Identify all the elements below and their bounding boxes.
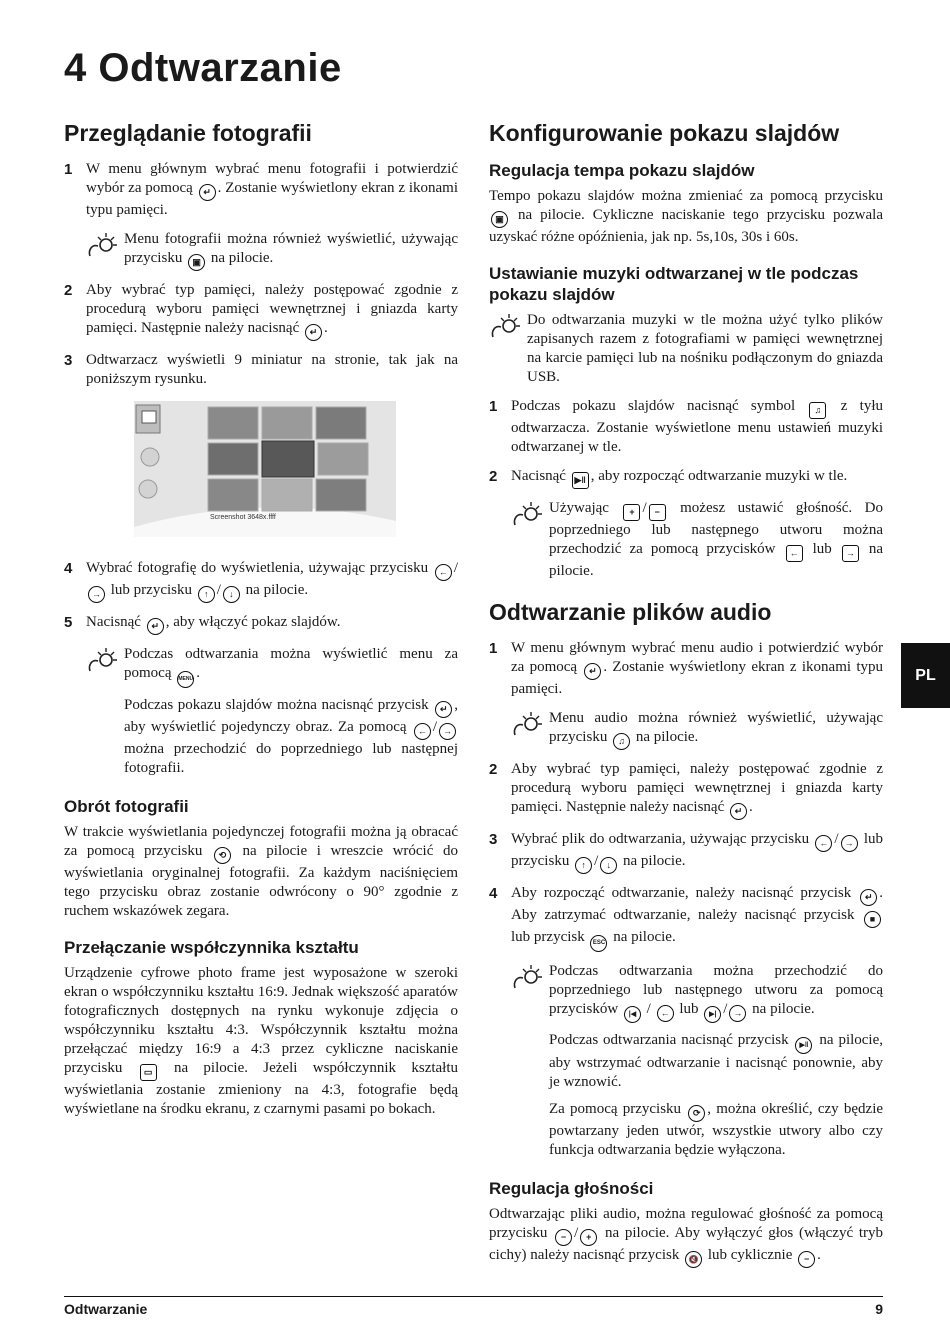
enter-icon: ↵ <box>435 701 452 718</box>
down-arrow-icon: ↓ <box>223 586 240 603</box>
tip-audio-playback: Podczas odtwarzania można przechodzić do poprzedniego lub następnego utworu za pomocą przycisków |◀ / ← lub ▶| / → na pilocie. Podczas odtwarzania nacisnąć przycisk ▶‖ na pilocie, aby wstrzymać odtwarzanie i nacisnąć ponownie, aby je wznowić. Za pomocą przycisku ⟳ , można określić, czy będzie powtarzany jeden utwór, wszystkie utwory albo czy funkcja odtwarzania będzie wyłączona. <box>511 962 883 1168</box>
tip-photo-menu <box>86 230 458 271</box>
step-number: 2 <box>489 468 498 485</box>
tip-text: na pilocie. <box>210 250 274 266</box>
rotate-icon: ⟲ <box>214 847 231 864</box>
tip-text: Za pomocą przycisku <box>549 1101 682 1117</box>
enter-icon: ↵ <box>730 803 747 820</box>
step-number: 3 <box>64 352 73 369</box>
tip-bulb-icon <box>86 645 124 786</box>
up-arrow-icon: ↑ <box>198 586 215 603</box>
step-text: W menu głównym wybrać menu fotografii i potwierdzić wybór za pomocą <box>86 161 458 196</box>
tip-bulb-icon <box>511 709 549 750</box>
step-text: lub przycisku <box>110 582 192 598</box>
tip-bulb-icon <box>489 311 527 387</box>
step-text: Nacisnąć <box>511 468 566 484</box>
figure-caption: Screenshot 3648x.ffff <box>210 514 276 521</box>
step-text: , aby włączyć pokaz slajdów. <box>165 614 341 630</box>
tip-text: Podczas pokazu slajdów można nacisnąć przycisk <box>124 697 429 713</box>
step-text: z tyłu odtwarzacza. Zostanie wyświetlone menu ustawień muzyki odtwarzanej w tle. <box>511 398 883 455</box>
paragraph-text: na pilocie. Aby wyłączyć głos (włączyć tryb cichy) należy nacisnąć przycisk <box>489 1225 884 1263</box>
triangle-right-icon: → <box>842 545 859 562</box>
paragraph-text: Odtwarzając pliki audio, można regulować głośność za pomocą przycisku <box>489 1206 883 1241</box>
left-arrow-icon: ← <box>815 835 832 852</box>
step-3 <box>64 351 458 389</box>
section-heading-rotate: Obrót fotografii <box>64 797 189 816</box>
step-5 <box>64 613 458 635</box>
step-number: 5 <box>64 614 73 631</box>
tip-bulb-icon <box>511 499 549 581</box>
section-heading-tempo: Regulacja tempa pokazu slajdów <box>489 161 755 180</box>
previous-track-icon: |◀ <box>624 1006 641 1023</box>
step-text: na pilocie. <box>245 582 309 598</box>
enter-icon: ↵ <box>199 184 216 201</box>
section-heading-volume: Regulacja głośności <box>489 1179 654 1198</box>
right-arrow-icon: → <box>439 723 456 740</box>
step-text: . <box>748 799 753 815</box>
up-arrow-icon: ↑ <box>575 857 592 874</box>
step-text: Podczas pokazu slajdów nacisnąć symbol <box>511 398 796 414</box>
footer-section-title: Odtwarzanie <box>64 1301 148 1317</box>
menu-icon: MENU <box>177 671 194 688</box>
section-heading-music: Ustawianie muzyki odtwarzanej w tle podczas pokazu slajdów <box>489 264 859 304</box>
step-number: 4 <box>489 885 498 902</box>
rotate-paragraph <box>64 823 458 921</box>
right-arrow-icon: → <box>841 835 858 852</box>
tip-slideshow: Podczas odtwarzania można wyświetlić menu za pomocą MENU . Podczas pokazu slajdów można nacisnąć przycisk ↵ , aby wyświetlić pojedynczy obraz. Za pomocą ← / → można przechodzić do poprzedniego lub następnej fotografii. <box>86 645 458 786</box>
right-arrow-icon: → <box>729 1005 746 1022</box>
tip-text: Podczas odtwarzania nacisnąć przycisk <box>549 1032 789 1048</box>
slideshow-icon: ▣ <box>491 211 508 228</box>
tip-text: lub <box>812 541 832 557</box>
step-text: lub przycisku <box>511 831 883 869</box>
step-text: , aby rozpocząć odtwarzanie muzyki w tle. <box>590 468 848 484</box>
step-text: . Aby zatrzymać odtwarzanie, należy nacisnąć przycisk <box>511 885 883 923</box>
step-number: 3 <box>489 831 498 848</box>
repeat-icon: ⟳ <box>688 1105 705 1122</box>
tempo-paragraph <box>489 187 883 247</box>
mute-icon: 🔇 <box>685 1251 702 1268</box>
tip-text: Podczas odtwarzania można wyświetlić menu za pomocą <box>124 646 458 681</box>
footer-page-number: 9 <box>875 1301 883 1317</box>
paragraph-text: na pilocie. Jeżeli współczynnik kształtu wyświetlania zostanie zmieniony na 4:3, fotografie będą wyświetlane na środku ekranu, z czarnymi pasami po bokach. <box>64 1060 459 1117</box>
step-text: Aby wybrać typ pamięci, należy postępować zgodnie z procedurą wyboru pamięci wewnętrznej i gniazda karty pamięci. Następnie należy nacisnąć <box>86 282 458 336</box>
minus-icon: − <box>555 1229 572 1246</box>
right-arrow-icon: → <box>88 586 105 603</box>
music-icon: ♫ <box>613 733 630 750</box>
music-step-1 <box>489 397 883 457</box>
play-pause-icon: ▶‖ <box>572 472 589 489</box>
aspect-paragraph <box>64 964 458 1119</box>
left-column <box>64 118 458 1129</box>
step-text: Aby wybrać typ pamięci, należy postępować zgodnie z procedurą wyboru pamięci wewnętrznej i gniazda karty pamięci. Następnie należy nacisnąć <box>511 761 883 815</box>
paragraph-text: lub cyklicznie <box>707 1247 793 1263</box>
tip-text: Używając <box>549 500 609 516</box>
stop-icon: ■ <box>864 911 881 928</box>
section-heading-audio: Odtwarzanie plików audio <box>489 599 772 625</box>
tip-text: na pilocie. <box>752 1001 815 1017</box>
step-1 <box>64 160 458 220</box>
tip-text: Menu audio można również wyświetlić, używając przycisku <box>549 710 883 745</box>
left-arrow-icon: ← <box>414 723 431 740</box>
step-text: Nacisnąć <box>86 614 141 630</box>
audio-step-3: 3 Wybrać plik do odtwarzania, używając przycisku ← / → lub przycisku ↑ / ↓ na pilocie. <box>489 830 883 874</box>
tip-text: można przechodzić do poprzedniego lub następnej fotografii. <box>124 741 458 776</box>
step-4: 4 Wybrać fotografię do wyświetlenia, używając przycisku ← /→ lub przycisku ↑ / ↓ na pilocie. <box>64 559 458 603</box>
section-heading-config: Konfigurowanie pokazu slajdów <box>489 120 840 146</box>
photo-button-icon: ▣ <box>188 254 205 271</box>
tip-audio-menu <box>511 709 883 750</box>
step-text: Odtwarzacz wyświetli 9 miniatur na stronie, tak jak na poniższym rysunku. <box>86 352 458 387</box>
left-arrow-icon: ← <box>435 564 452 581</box>
tip-text: na pilocie. <box>635 729 699 745</box>
step-text: . Zostanie wyświetlony ekran z ikonami typu pamięci. <box>86 180 458 218</box>
tip-music-files <box>489 311 883 387</box>
minus-icon: − <box>798 1251 815 1268</box>
tip-text: możesz ustawić głośność. Do poprzedniego lub następnego utworu można przechodzić za pomocą przycisków <box>549 500 884 557</box>
step-text: na pilocie. <box>623 853 686 869</box>
tip-text: lub <box>679 1001 699 1017</box>
enter-icon: ↵ <box>147 618 164 635</box>
plus-icon: + <box>580 1229 597 1246</box>
page-title: 4 Odtwarzanie <box>64 46 342 90</box>
paragraph-text: na pilocie i wreszcie wrócić do wyświetlania oryginalnej fotografii. Za każdym naciśnięciem tego przycisku obraz zostanie odwrócony o 90° zgodnie z ruchem wskazówek zegara. <box>64 843 458 919</box>
step-number: 4 <box>64 560 73 577</box>
tip-bulb-icon <box>511 962 549 1168</box>
step-text: . Zostanie wyświetlony ekran z ikonami typu pamięci. <box>511 659 883 697</box>
tip-text: na pilocie, aby wstrzymać odtwarzanie i nacisnąć ponownie, aby je wznowić. <box>549 1032 884 1090</box>
volume-paragraph: Odtwarzając pliki audio, można regulować głośność za pomocą przycisku − / + na pilocie. Aby wyłączyć głos (włączyć tryb cichy) należy nacisnąć przycisk 🔇 lub cyklicznie − . <box>489 1205 883 1268</box>
paragraph-text: Urządzenie cyfrowe photo frame jest wyposażone w szeroki ekran o współczynniku kształtu 16:9. Jednak większość aparatów fotograficznych dostępnych na rynku wykonuje zdjęcia o współczynniku kształtu 4:3. Współczynnik kształtu można przełączać między 16:9 a 4:3 przez cykliczne naciskanie przycisku <box>64 965 458 1076</box>
audio-step-1 <box>489 639 883 699</box>
step-text: na pilocie. <box>613 929 676 945</box>
step-number: 1 <box>489 398 498 415</box>
enter-icon: ↵ <box>305 324 322 341</box>
step-text: . <box>323 320 328 336</box>
step-2 <box>64 281 458 341</box>
speaker-icon: ♫ <box>809 402 826 419</box>
step-text: W menu głównym wybrać menu audio i potwierdzić wybór za pomocą <box>511 640 883 675</box>
section-heading-aspect: Przełączanie współczynnika kształtu <box>64 938 359 957</box>
paragraph-text: Tempo pokazu slajdów można zmieniać za pomocą przycisku <box>489 188 883 204</box>
paragraph-text: . <box>817 1247 821 1263</box>
step-number: 1 <box>489 640 498 657</box>
tip-volume: Używając + / − możesz ustawić głośność. Do poprzedniego lub następnego utworu można przechodzić za pomocą przycisków ← lub → na pilocie. <box>511 499 883 581</box>
step-text: Wybrać plik do odtwarzania, używając przycisku <box>511 831 810 847</box>
aspect-ratio-icon: ▭ <box>140 1064 157 1081</box>
right-column <box>489 118 883 1278</box>
tip-text: Menu fotografii można również wyświetlić, używając przycisku <box>124 231 458 266</box>
tip-text: na pilocie. <box>549 541 884 579</box>
tip-text: , można określić, czy będzie powtarzany jeden utwór, wszystkie utwory albo czy funkcja odtwarzania będzie wyłączona. <box>549 1101 884 1158</box>
volume-down-icon: − <box>649 504 666 521</box>
step-number: 2 <box>64 282 73 299</box>
esc-icon: ESC <box>590 935 607 952</box>
step-text: Aby rozpocząć odtwarzanie, należy nacisnąć przycisk <box>511 885 852 901</box>
step-number: 2 <box>489 761 498 778</box>
music-step-2 <box>489 467 883 489</box>
tip-text: Do odtwarzania muzyki w tle można użyć tylko plików zapisanych razem z fotografiami w pamięci wewnętrznej na karcie pamięci lub na nośniku podłączonym do gniazda USB. <box>527 312 883 385</box>
tip-text: Podczas odtwarzania można przechodzić do poprzedniego lub następnego utworu za pomocą przycisków <box>549 963 883 1017</box>
section-heading-browse: Przeglądanie fotografii <box>64 120 312 146</box>
audio-step-2 <box>489 760 883 820</box>
paragraph-text: na pilocie. Cykliczne naciskanie tego przycisku pozwala uzyskać różne opóźnienia, jak np. 5s,10s, 30s i 60s. <box>489 207 883 245</box>
tip-bulb-icon <box>86 230 124 271</box>
left-arrow-icon: ← <box>657 1005 674 1022</box>
enter-icon: ↵ <box>860 889 877 906</box>
tip-text: . <box>196 665 200 681</box>
triangle-left-icon: ← <box>786 545 803 562</box>
down-arrow-icon: ↓ <box>600 857 617 874</box>
next-track-icon: ▶| <box>704 1006 721 1023</box>
thumbnail-screen-figure <box>134 401 396 537</box>
language-tab: PL <box>901 643 950 708</box>
footer-divider <box>64 1296 883 1297</box>
play-pause-icon: ▶‖ <box>795 1037 812 1054</box>
tip-text: , aby wyświetlić pojedynczy obraz. Za pomocą <box>124 697 458 735</box>
step-text: Wybrać fotografię do wyświetlenia, używając przycisku <box>86 560 429 576</box>
volume-up-icon: + <box>623 504 640 521</box>
step-number: 1 <box>64 161 73 178</box>
paragraph-text: W trakcie wyświetlania pojedynczej fotografii można ją obracać za pomocą przycisku <box>64 824 458 859</box>
enter-icon: ↵ <box>584 663 601 680</box>
audio-step-4 <box>489 884 883 952</box>
step-text: lub przycisk <box>511 929 585 945</box>
